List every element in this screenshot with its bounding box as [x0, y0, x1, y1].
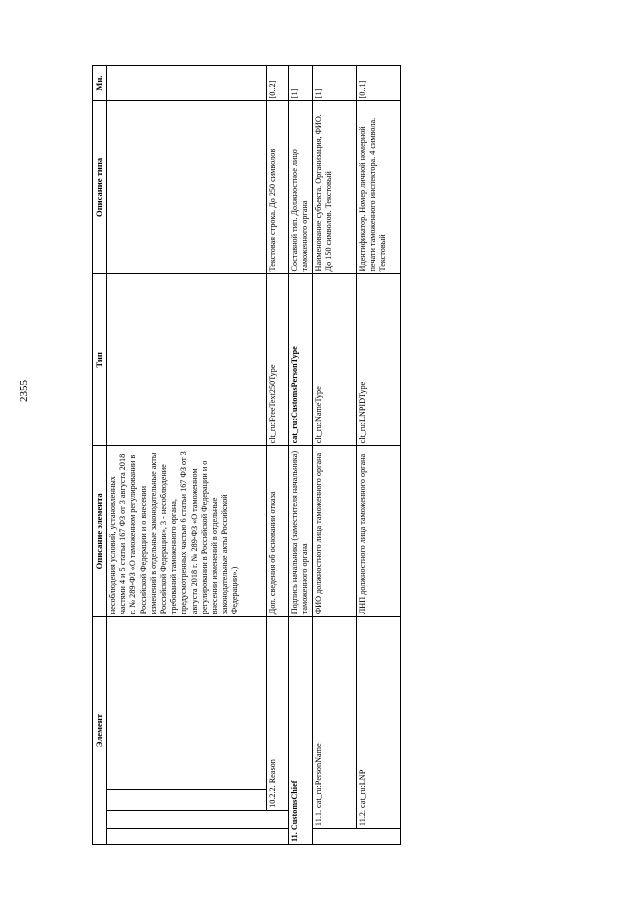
row-mn: [1]	[289, 66, 313, 101]
header-row	[93, 66, 107, 845]
schema-table	[92, 65, 401, 845]
row-element	[267, 617, 289, 811]
row-type-desc: Наименование субъекта. Организация, ФИО. До 150 символов. Текстовый	[313, 101, 357, 274]
header-element-desc: Описание элемента	[93, 446, 107, 617]
header-element: Элемент	[93, 617, 107, 845]
row-element-name: cat_ru:LNP	[358, 769, 367, 808]
table-row	[313, 66, 357, 845]
row-element-name: Reason	[268, 759, 277, 784]
row-number: 11.	[290, 832, 299, 842]
row-element-name: cat_ru:PersonName	[314, 743, 323, 808]
row-desc: ФИО должностного лица таможенного органа	[313, 446, 357, 617]
table-row	[357, 66, 401, 845]
row-element	[313, 617, 357, 829]
row-mn: [1]	[313, 66, 357, 101]
table-row	[267, 66, 289, 845]
row-desc: несоблюдения условий, установленных частями 4 и 5 статьи 167 ФЗ от 3 августа 2018 г. № 289-ФЗ «О таможенном регулировании в Российской Федерации и о внесении изменений в отдельные законодательные акты Российской Федерации», 3 - несоблюдение требований таможенного органа, предусмотренных частью 6 статьи 167 ФЗ от 3 августа 2018 г. № 289-ФЗ «О таможенном регулировании в Российской Федерации и о внесении изменений в отдельные законодательные акты Российской Федерации».)	[107, 446, 267, 617]
page-number-text: 2355	[18, 380, 30, 402]
row-type: clt_ru:NameType	[313, 274, 357, 446]
row-desc: Подпись начальника (заместителя начальника) таможенного органа	[289, 446, 313, 617]
table-row	[107, 66, 267, 845]
row-type-desc: Идентификатор. Номер личной номерной печати таможенного инспектора. 4 символа. Текстовый	[357, 101, 401, 274]
row-desc: Доп. сведения об основании отказа	[267, 446, 289, 617]
table-row	[289, 66, 313, 845]
header-type-desc: Описание типа	[93, 101, 107, 274]
row-number: 10.2.2.	[268, 785, 277, 808]
header-type: Тип	[93, 274, 107, 446]
row-desc: ЛНП должностного лица таможенного органа	[357, 446, 401, 617]
row-type-desc: Составной тип. Должностное лицо таможенного органа	[289, 101, 313, 274]
row-element	[289, 617, 313, 845]
row-type: clt_ru:LNPIDType	[357, 274, 401, 446]
page-number	[0, 0, 48, 905]
row-number: 11.1.	[314, 809, 323, 827]
row-element	[357, 617, 401, 829]
row-mn: [0..1]	[357, 66, 401, 101]
row-element-name: CustomsChief	[290, 780, 299, 831]
row-number: 11.2.	[358, 809, 367, 827]
header-mn: Мн.	[93, 66, 107, 101]
row-type-desc: Текстовая строка. До 250 символов	[267, 101, 289, 274]
row-type: cat_ru:CustomsPersonType	[289, 274, 313, 446]
rotated-table-wrapper	[92, 65, 458, 845]
row-type: clt_ru:FreeText250Type	[267, 274, 289, 446]
row-mn: [0..2]	[267, 66, 289, 101]
